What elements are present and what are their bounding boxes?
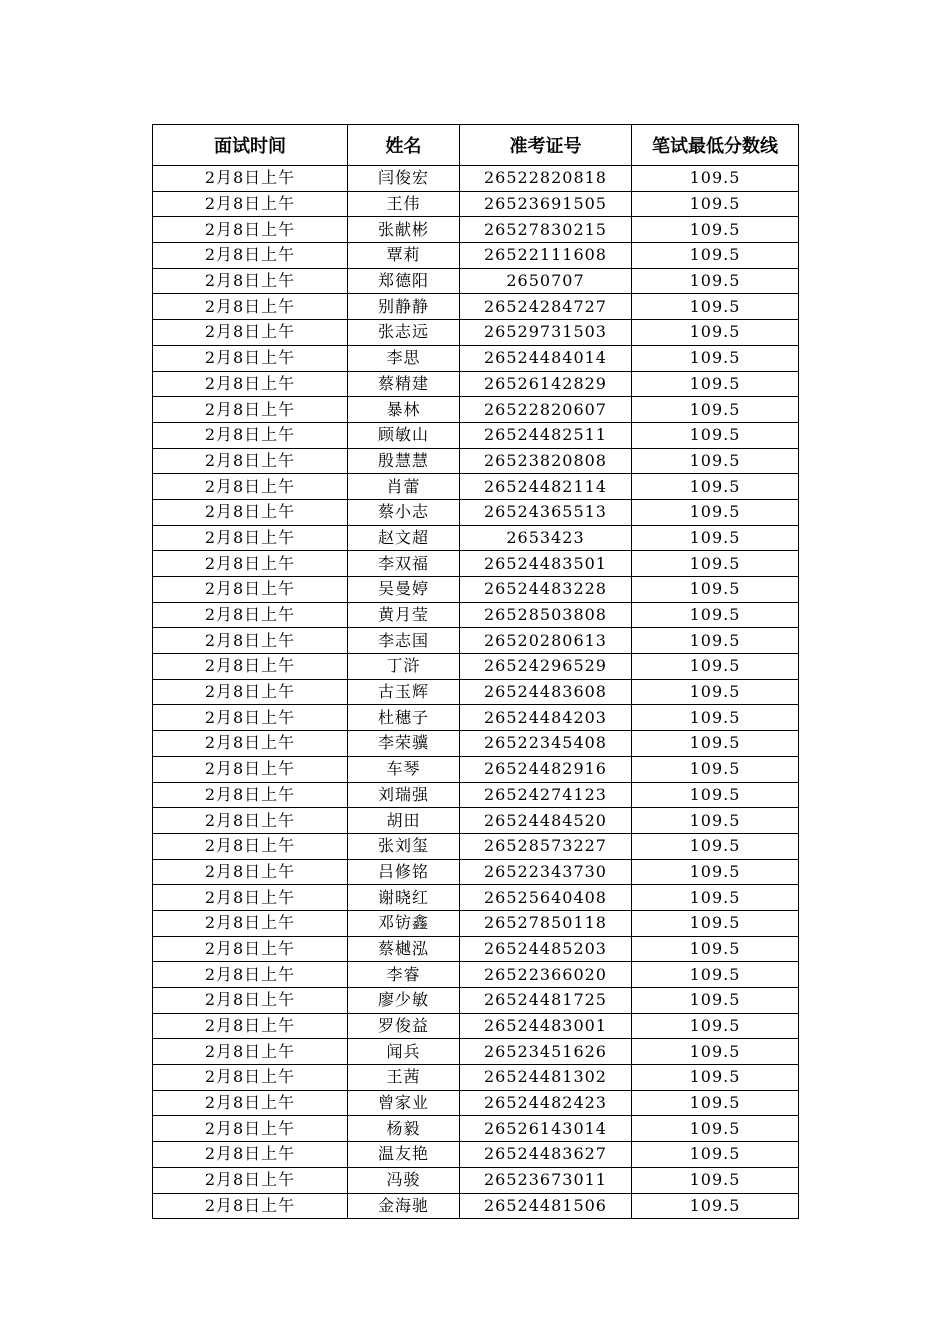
cell-name: 覃莉: [348, 243, 460, 269]
cell-name: 肖蕾: [348, 474, 460, 500]
cell-min-score: 109.5: [632, 705, 799, 731]
table-row: [153, 705, 799, 731]
cell-min-score: 109.5: [632, 859, 799, 885]
table-row: [153, 577, 799, 603]
table-row: [153, 782, 799, 808]
cell-min-score: 109.5: [632, 910, 799, 936]
cell-interview-time: 2月8日上午: [153, 166, 348, 192]
cell-min-score: 109.5: [632, 1065, 799, 1091]
cell-min-score: 109.5: [632, 731, 799, 757]
cell-name: 蔡樾泓: [348, 936, 460, 962]
table-row: [153, 1193, 799, 1219]
cell-interview-time: 2月8日上午: [153, 320, 348, 346]
table-row: [153, 499, 799, 525]
cell-interview-time: 2月8日上午: [153, 243, 348, 269]
cell-name: 车琴: [348, 756, 460, 782]
table-row: [153, 602, 799, 628]
table-row: [153, 448, 799, 474]
cell-min-score: 109.5: [632, 988, 799, 1014]
cell-interview-time: 2月8日上午: [153, 654, 348, 680]
table-row: [153, 397, 799, 423]
cell-min-score: 109.5: [632, 551, 799, 577]
cell-admission-number: 26527850118: [460, 910, 632, 936]
cell-interview-time: 2月8日上午: [153, 782, 348, 808]
cell-name: 张志远: [348, 320, 460, 346]
table-row: [153, 1116, 799, 1142]
cell-admission-number: 26524481506: [460, 1193, 632, 1219]
cell-min-score: 109.5: [632, 1039, 799, 1065]
cell-admission-number: 26524483228: [460, 577, 632, 603]
table-row: [153, 1167, 799, 1193]
table-row: [153, 191, 799, 217]
cell-interview-time: 2月8日上午: [153, 191, 348, 217]
cell-name: 张献彬: [348, 217, 460, 243]
cell-name: 李睿: [348, 962, 460, 988]
cell-admission-number: 26526142829: [460, 371, 632, 397]
cell-admission-number: 26526143014: [460, 1116, 632, 1142]
cell-min-score: 109.5: [632, 448, 799, 474]
cell-name: 李双福: [348, 551, 460, 577]
cell-admission-number: 26524485203: [460, 936, 632, 962]
cell-name: 刘瑞强: [348, 782, 460, 808]
table-row: [153, 1090, 799, 1116]
table-row: [153, 859, 799, 885]
cell-admission-number: 26522111608: [460, 243, 632, 269]
cell-interview-time: 2月8日上午: [153, 268, 348, 294]
table-row: [153, 988, 799, 1014]
cell-name: 金海驰: [348, 1193, 460, 1219]
table-body: [153, 166, 799, 1219]
cell-min-score: 109.5: [632, 1167, 799, 1193]
cell-name: 黄月莹: [348, 602, 460, 628]
cell-interview-time: 2月8日上午: [153, 577, 348, 603]
cell-interview-time: 2月8日上午: [153, 833, 348, 859]
cell-admission-number: 26523673011: [460, 1167, 632, 1193]
cell-admission-number: 26524482916: [460, 756, 632, 782]
cell-name: 殷慧慧: [348, 448, 460, 474]
cell-min-score: 109.5: [632, 499, 799, 525]
table-row: [153, 910, 799, 936]
header-row: [153, 125, 799, 166]
cell-name: 罗俊益: [348, 1013, 460, 1039]
cell-admission-number: 26529731503: [460, 320, 632, 346]
cell-min-score: 109.5: [632, 320, 799, 346]
score-table: [152, 124, 799, 1219]
cell-admission-number: 26524484203: [460, 705, 632, 731]
table-row: [153, 1013, 799, 1039]
cell-min-score: 109.5: [632, 268, 799, 294]
cell-name: 古玉辉: [348, 679, 460, 705]
table-row: [153, 345, 799, 371]
cell-interview-time: 2月8日上午: [153, 705, 348, 731]
cell-min-score: 109.5: [632, 962, 799, 988]
cell-min-score: 109.5: [632, 243, 799, 269]
cell-min-score: 109.5: [632, 1090, 799, 1116]
cell-interview-time: 2月8日上午: [153, 628, 348, 654]
table-header: [153, 125, 799, 166]
cell-min-score: 109.5: [632, 525, 799, 551]
cell-name: 王茜: [348, 1065, 460, 1091]
cell-min-score: 109.5: [632, 371, 799, 397]
cell-admission-number: 26524284727: [460, 294, 632, 320]
cell-min-score: 109.5: [632, 1116, 799, 1142]
table-row: [153, 1142, 799, 1168]
cell-interview-time: 2月8日上午: [153, 1142, 348, 1168]
cell-interview-time: 2月8日上午: [153, 371, 348, 397]
cell-admission-number: 26524296529: [460, 654, 632, 680]
table-row: [153, 268, 799, 294]
cell-interview-time: 2月8日上午: [153, 679, 348, 705]
cell-interview-time: 2月8日上午: [153, 1065, 348, 1091]
cell-admission-number: 26524482511: [460, 422, 632, 448]
cell-name: 王伟: [348, 191, 460, 217]
cell-name: 蔡小志: [348, 499, 460, 525]
header-name: 姓名: [348, 125, 460, 166]
cell-admission-number: 26524484014: [460, 345, 632, 371]
cell-interview-time: 2月8日上午: [153, 551, 348, 577]
cell-min-score: 109.5: [632, 628, 799, 654]
cell-name: 杨毅: [348, 1116, 460, 1142]
cell-min-score: 109.5: [632, 885, 799, 911]
cell-name: 顾敏山: [348, 422, 460, 448]
cell-admission-number: 26522820607: [460, 397, 632, 423]
cell-admission-number: 26524482114: [460, 474, 632, 500]
table-row: [153, 628, 799, 654]
cell-admission-number: 26523691505: [460, 191, 632, 217]
cell-name: 李荣骥: [348, 731, 460, 757]
cell-interview-time: 2月8日上午: [153, 448, 348, 474]
cell-name: 闫俊宏: [348, 166, 460, 192]
cell-interview-time: 2月8日上午: [153, 1039, 348, 1065]
cell-admission-number: 26525640408: [460, 885, 632, 911]
cell-interview-time: 2月8日上午: [153, 474, 348, 500]
table-row: [153, 808, 799, 834]
table-row: [153, 217, 799, 243]
cell-min-score: 109.5: [632, 577, 799, 603]
cell-name: 杜穗子: [348, 705, 460, 731]
cell-min-score: 109.5: [632, 217, 799, 243]
cell-interview-time: 2月8日上午: [153, 217, 348, 243]
cell-admission-number: 26523820808: [460, 448, 632, 474]
cell-admission-number: 26524274123: [460, 782, 632, 808]
cell-name: 郑德阳: [348, 268, 460, 294]
cell-admission-number: 26522366020: [460, 962, 632, 988]
cell-interview-time: 2月8日上午: [153, 602, 348, 628]
table-row: [153, 320, 799, 346]
table-row: [153, 551, 799, 577]
cell-name: 闻兵: [348, 1039, 460, 1065]
table-row: [153, 1039, 799, 1065]
table-row: [153, 371, 799, 397]
cell-min-score: 109.5: [632, 833, 799, 859]
table-row: [153, 756, 799, 782]
cell-min-score: 109.5: [632, 936, 799, 962]
table-row: [153, 936, 799, 962]
table-row: [153, 474, 799, 500]
cell-admission-number: 26524481302: [460, 1065, 632, 1091]
cell-min-score: 109.5: [632, 166, 799, 192]
cell-interview-time: 2月8日上午: [153, 422, 348, 448]
header-min-written-score: 笔试最低分数线: [632, 125, 799, 166]
cell-name: 张刘玺: [348, 833, 460, 859]
cell-admission-number: 26524483608: [460, 679, 632, 705]
cell-name: 冯骏: [348, 1167, 460, 1193]
cell-interview-time: 2月8日上午: [153, 345, 348, 371]
table-row: [153, 525, 799, 551]
cell-name: 温友艳: [348, 1142, 460, 1168]
cell-min-score: 109.5: [632, 1142, 799, 1168]
cell-interview-time: 2月8日上午: [153, 859, 348, 885]
cell-admission-number: 26527830215: [460, 217, 632, 243]
cell-min-score: 109.5: [632, 397, 799, 423]
cell-min-score: 109.5: [632, 474, 799, 500]
cell-admission-number: 26524483501: [460, 551, 632, 577]
cell-interview-time: 2月8日上午: [153, 731, 348, 757]
cell-admission-number: 26528503808: [460, 602, 632, 628]
cell-min-score: 109.5: [632, 191, 799, 217]
cell-interview-time: 2月8日上午: [153, 1193, 348, 1219]
table-row: [153, 654, 799, 680]
cell-name: 胡田: [348, 808, 460, 834]
cell-interview-time: 2月8日上午: [153, 988, 348, 1014]
cell-name: 邓钫鑫: [348, 910, 460, 936]
cell-interview-time: 2月8日上午: [153, 397, 348, 423]
cell-interview-time: 2月8日上午: [153, 1167, 348, 1193]
cell-interview-time: 2月8日上午: [153, 499, 348, 525]
header-interview-time: 面试时间: [153, 125, 348, 166]
cell-admission-number: 26524482423: [460, 1090, 632, 1116]
table-row: [153, 1065, 799, 1091]
cell-min-score: 109.5: [632, 808, 799, 834]
table-row: [153, 885, 799, 911]
cell-admission-number: 26524483001: [460, 1013, 632, 1039]
table-row: [153, 731, 799, 757]
cell-name: 廖少敏: [348, 988, 460, 1014]
cell-interview-time: 2月8日上午: [153, 885, 348, 911]
cell-name: 吴曼婷: [348, 577, 460, 603]
cell-name: 谢晓红: [348, 885, 460, 911]
cell-admission-number: 26524365513: [460, 499, 632, 525]
cell-interview-time: 2月8日上午: [153, 936, 348, 962]
cell-admission-number: 26522343730: [460, 859, 632, 885]
cell-min-score: 109.5: [632, 679, 799, 705]
table-row: [153, 422, 799, 448]
cell-name: 蔡精建: [348, 371, 460, 397]
cell-interview-time: 2月8日上午: [153, 525, 348, 551]
table-row: [153, 166, 799, 192]
cell-name: 赵文超: [348, 525, 460, 551]
cell-interview-time: 2月8日上午: [153, 1116, 348, 1142]
cell-name: 李志国: [348, 628, 460, 654]
cell-admission-number: 2653423: [460, 525, 632, 551]
cell-interview-time: 2月8日上午: [153, 808, 348, 834]
cell-min-score: 109.5: [632, 422, 799, 448]
table-row: [153, 243, 799, 269]
cell-name: 暴林: [348, 397, 460, 423]
cell-min-score: 109.5: [632, 1013, 799, 1039]
cell-min-score: 109.5: [632, 294, 799, 320]
cell-admission-number: 26520280613: [460, 628, 632, 654]
header-admission-number: 准考证号: [460, 125, 632, 166]
cell-admission-number: 26523451626: [460, 1039, 632, 1065]
cell-interview-time: 2月8日上午: [153, 962, 348, 988]
table-row: [153, 679, 799, 705]
cell-min-score: 109.5: [632, 1193, 799, 1219]
cell-admission-number: 26524484520: [460, 808, 632, 834]
cell-interview-time: 2月8日上午: [153, 910, 348, 936]
cell-admission-number: 26522345408: [460, 731, 632, 757]
cell-min-score: 109.5: [632, 602, 799, 628]
cell-admission-number: 2650707: [460, 268, 632, 294]
cell-name: 吕修铭: [348, 859, 460, 885]
cell-interview-time: 2月8日上午: [153, 1090, 348, 1116]
cell-interview-time: 2月8日上午: [153, 1013, 348, 1039]
cell-min-score: 109.5: [632, 654, 799, 680]
cell-admission-number: 26524481725: [460, 988, 632, 1014]
cell-interview-time: 2月8日上午: [153, 294, 348, 320]
cell-min-score: 109.5: [632, 345, 799, 371]
cell-name: 曾家业: [348, 1090, 460, 1116]
cell-name: 李思: [348, 345, 460, 371]
cell-name: 丁浒: [348, 654, 460, 680]
cell-admission-number: 26528573227: [460, 833, 632, 859]
table-row: [153, 833, 799, 859]
table-row: [153, 962, 799, 988]
cell-interview-time: 2月8日上午: [153, 756, 348, 782]
cell-min-score: 109.5: [632, 756, 799, 782]
cell-min-score: 109.5: [632, 782, 799, 808]
table-row: [153, 294, 799, 320]
cell-name: 别静静: [348, 294, 460, 320]
cell-admission-number: 26522820818: [460, 166, 632, 192]
cell-admission-number: 26524483627: [460, 1142, 632, 1168]
